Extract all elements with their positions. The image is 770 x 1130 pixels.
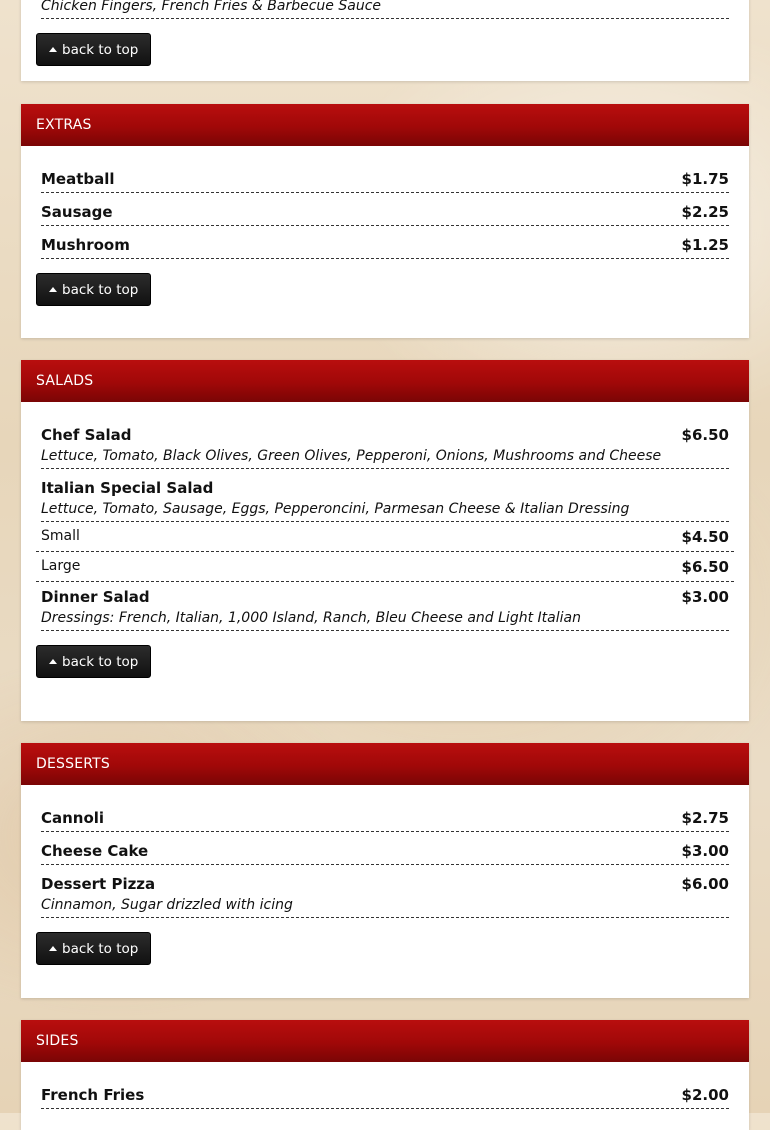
caret-up-icon <box>49 287 57 292</box>
caret-up-icon <box>49 659 57 664</box>
back-to-top-label: back to top <box>62 281 139 298</box>
item-description: Dressings: French, Italian, 1,000 Island, Ranch, Bleu Cheese and Light Italian <box>41 610 581 626</box>
item-name: Chef Salad <box>41 426 132 444</box>
menu-item-chef-salad <box>41 416 729 469</box>
item-price: $6.50 <box>681 426 729 444</box>
extras-section <box>21 104 749 338</box>
item-name: Meatball <box>41 170 115 188</box>
back-to-top-label: back to top <box>62 653 139 670</box>
item-name: Dinner Salad <box>41 588 150 606</box>
item-name: Cheese Cake <box>41 842 149 860</box>
size-option-large <box>36 552 734 582</box>
item-price: $3.00 <box>681 588 729 606</box>
menu-item-mushroom <box>41 226 729 259</box>
menu-item-dessert-pizza <box>41 865 729 918</box>
menu-item-dinner-salad <box>41 582 729 631</box>
item-description: Lettuce, Tomato, Black Olives, Green Olives, Pepperoni, Onions, Mushrooms and Cheese <box>41 448 662 464</box>
item-price: $2.75 <box>681 809 729 827</box>
menu-item-description: Chicken Fingers, French Fries & Barbecue Sauce <box>41 0 382 14</box>
item-name: Mushroom <box>41 236 130 254</box>
size-price: $6.50 <box>681 558 729 576</box>
item-price: $1.25 <box>681 236 729 254</box>
menu-item <box>41 0 729 19</box>
back-to-top-button[interactable] <box>36 645 151 678</box>
menu-item-italian-special-salad <box>41 469 729 522</box>
item-name: Dessert Pizza <box>41 875 156 893</box>
sides-section <box>21 1020 749 1130</box>
item-description: Cinnamon, Sugar drizzled with icing <box>41 897 293 913</box>
menu-item-cheese-cake <box>41 832 729 865</box>
back-to-top-button[interactable] <box>36 33 151 66</box>
item-price: $6.00 <box>681 875 729 893</box>
size-label: Small <box>41 528 80 544</box>
menu-item-cannoli <box>41 799 729 832</box>
item-name: Cannoli <box>41 809 105 827</box>
item-price: $2.25 <box>681 203 729 221</box>
menu-item-french-fries <box>41 1076 729 1109</box>
back-to-top-button[interactable] <box>36 273 151 306</box>
item-price: $1.75 <box>681 170 729 188</box>
item-price: $3.00 <box>681 842 729 860</box>
section-header-sides: SIDES <box>21 1020 749 1062</box>
size-price: $4.50 <box>681 528 729 546</box>
back-to-top-label: back to top <box>62 940 139 957</box>
salads-section <box>21 360 749 721</box>
kids-menu-section-tail <box>21 0 749 81</box>
caret-up-icon <box>49 47 57 52</box>
section-header-salads: SALADS <box>21 360 749 402</box>
size-label: Large <box>41 558 81 574</box>
item-name: Italian Special Salad <box>41 479 214 497</box>
menu-item-sausage <box>41 193 729 226</box>
item-name: Sausage <box>41 203 113 221</box>
item-price: $2.00 <box>681 1086 729 1104</box>
item-name: French Fries <box>41 1086 145 1104</box>
section-header-extras: EXTRAS <box>21 104 749 146</box>
caret-up-icon <box>49 946 57 951</box>
back-to-top-label: back to top <box>62 41 139 58</box>
desserts-section <box>21 743 749 998</box>
item-description: Lettuce, Tomato, Sausage, Eggs, Pepperoncini, Parmesan Cheese & Italian Dressing <box>41 501 630 517</box>
menu-item-meatball <box>41 160 729 193</box>
size-option-small <box>36 522 734 552</box>
back-to-top-button[interactable] <box>36 932 151 965</box>
section-header-desserts: DESSERTS <box>21 743 749 785</box>
